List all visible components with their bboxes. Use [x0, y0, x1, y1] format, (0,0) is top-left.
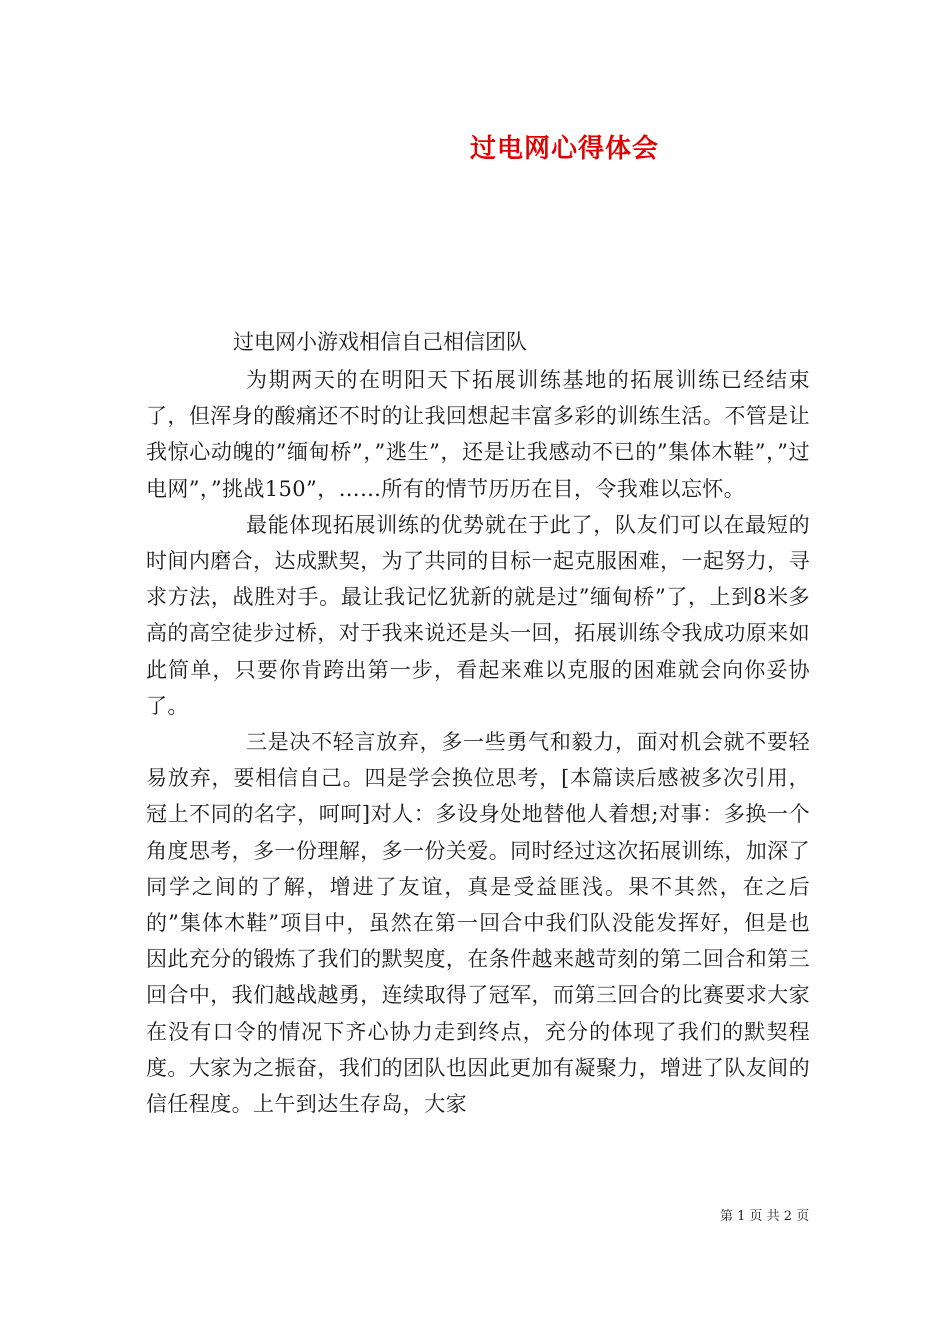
paragraph-2: 最能体现拓展训练的优势就在于此了，队友们可以在最短的时间内磨合，达成默契，为了共同的目标一起克服困难，一起努力，寻求方法，战胜对手。最让我记忆犹新的就是过”缅甸桥”了，上到8米多高的高空徒步过桥，对于我来说还是头一回，拓展训练令我成功原来如此简单，只要你肯跨出第一步，看起来难以克服的困难就会向你妥协了。: [146, 512, 810, 718]
document-title: 过电网心得体会: [470, 134, 660, 164]
paragraph-1: 为期两天的在明阳天下拓展训练基地的拓展训练已经结束了，但浑身的酸痛还不时的让我回想起丰富多彩的训练生活。不管是让我惊心动魄的”缅甸桥”，”逃生”，还是让我感动不已的”集体木鞋”，”过电网”，”挑战150”，……所有的情节历历在目，令我难以忘怀。: [146, 368, 810, 501]
document-subtitle: 过电网小游戏相信自己相信团队: [233, 330, 527, 354]
page-number-footer: 第 1 页 共 2 页: [720, 1209, 810, 1224]
document-body: [146, 362, 810, 1122]
paragraph-3: 三是决不轻言放弃，多一些勇气和毅力，面对机会就不要轻易放弃，要相信自己。四是学会换位思考，[本篇读后感被多次引用，冠上不同的名字，呵呵]对人：多设身处地替他人着想;对事：多换一个角度思考，多一份理解，多一份关爱。同时经过这次拓展训练，加深了同学之间的了解，增进了友谊，真是受益匪浅。果不其然，在之后的”集体木鞋”项目中，虽然在第一回合中我们队没能发挥好，但是也因此充分的锻炼了我们的默契度，在条件越来越苛刻的第二回合和第三回合中，我们越战越勇，连续取得了冠军，而第三回合的比赛要求大家在没有口令的情况下齐心协力走到终点，充分的体现了我们的默契程度。大家为之振奋，我们的团队也因此更加有凝聚力，增进了队友间的信任程度。上午到达生存岛，大家: [146, 730, 810, 1117]
